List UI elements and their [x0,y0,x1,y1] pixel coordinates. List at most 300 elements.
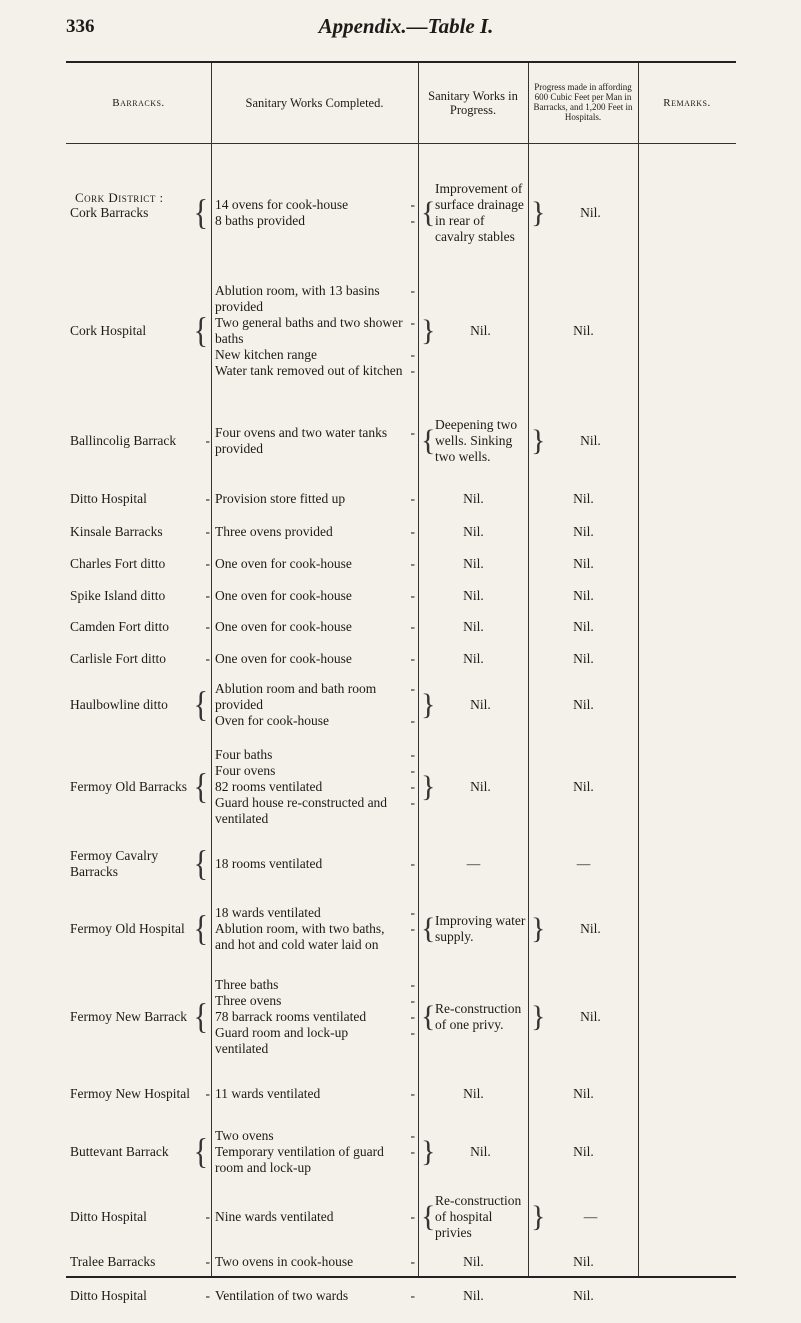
work-text: One oven for cook-house [215,651,352,666]
leader-dash: - [410,795,415,810]
in-progress-text: Re-construction of hospital privies [435,1193,522,1240]
table-row [66,487,736,511]
progress-text: Nil. [573,619,594,634]
leader-dash: - [410,588,415,603]
work-text: Two general baths and two shower baths [215,315,403,346]
table-row [66,615,736,639]
in-progress-cell [421,679,526,731]
table-row [66,1074,736,1114]
work-text: Nine wards ventilated [215,1209,334,1224]
progress-text: Nil. [573,697,594,712]
work-item [215,921,415,953]
brace-mark: { [193,843,208,884]
completed-cell [215,1250,415,1274]
remarks-cell [641,679,734,731]
brace-mark: { [421,196,436,229]
column-header-progress: Progress made in affording 600 Cubic Feet per Man in Barracks, and 1,200 Feet in Hospitals. [533,82,633,122]
in-progress-cell [421,897,526,961]
completed-cell [215,679,415,731]
in-progress-text: — [466,856,481,871]
work-item [215,1144,415,1176]
leader-dash: - [410,779,415,794]
in-progress-cell [421,174,526,252]
work-text: Water tank removed out of kitchen [215,363,403,378]
work-item [215,197,415,213]
brace-mark: { [193,908,208,949]
brace-mark: { [421,424,436,457]
leader-dash: - [410,1288,415,1303]
work-item [215,347,415,363]
work-text: Two ovens [215,1128,274,1143]
in-progress-text: Nil. [463,588,484,603]
table-row [66,584,736,608]
work-item [215,363,415,379]
work-item [215,1209,415,1225]
leader-dash: - [410,747,415,762]
in-progress-text: Nil. [463,619,484,634]
barracks-name: Fermoy Cavalry Barracks [70,848,159,879]
remarks-cell [641,739,734,835]
leader-dash: - [205,491,210,506]
work-text: 11 wards ventilated [215,1086,321,1101]
completed-cell [215,487,415,511]
leader-dash: - [410,283,415,298]
brace-mark: } [421,314,436,347]
in-progress-wrap [421,556,526,572]
works-list [215,556,415,572]
work-text: One oven for cook-house [215,619,352,634]
leader-dash: - [205,651,210,666]
leader-dash: - [410,363,415,378]
in-progress-text: Re-construction of one privy. [435,1001,522,1032]
progress-cell [531,1122,636,1182]
table [66,61,736,1303]
in-progress-cell [421,1074,526,1114]
progress-text: Nil. [573,651,594,666]
leader-dash: - [410,524,415,539]
in-progress-wrap [421,1137,526,1167]
barracks-cell [70,174,210,252]
table-row [66,272,736,390]
remarks-cell [641,1192,734,1242]
table-row [66,843,736,885]
work-text: 18 wards ventilated [215,905,321,920]
work-item [215,213,415,229]
in-progress-cell [421,1284,526,1308]
in-progress-wrap [421,1086,526,1102]
table-row [66,407,736,475]
in-progress-text: Nil. [463,556,484,571]
completed-cell [215,552,415,576]
progress-text: Nil. [573,323,594,338]
work-text: 78 barrack rooms ventilated [215,1009,367,1024]
works-list [215,856,415,872]
in-progress-cell [421,520,526,544]
work-text: Three ovens [215,993,282,1008]
works-list [215,619,415,635]
in-progress-wrap [421,690,526,720]
in-progress-cell [421,615,526,639]
progress-text: Nil. [573,491,594,506]
table-row [66,647,736,671]
work-text: Guard room and lock-up ventilated [215,1025,349,1056]
leader-dash: - [410,905,415,920]
progress-text: Nil. [573,779,594,794]
leader-dash: - [410,1254,415,1269]
in-progress-text: Nil. [463,1086,484,1101]
barracks-cell [70,584,210,608]
work-text: 18 rooms ventilated [215,856,323,871]
in-progress-text: Nil. [470,323,491,338]
brace-mark: } [531,196,546,229]
brace-mark: { [421,1200,436,1233]
completed-cell [215,407,415,475]
brace-mark: } [531,424,546,457]
completed-cell [215,1284,415,1308]
completed-cell [215,520,415,544]
column-header-completed: Sanitary Works Completed. [245,95,384,110]
completed-cell [215,843,415,885]
work-item [215,713,415,729]
table-row [66,969,736,1065]
in-progress-wrap [421,181,526,245]
remarks-cell [641,897,734,961]
work-item [215,524,415,540]
in-progress-cell [421,1192,526,1242]
work-item [215,779,415,795]
leader-dash: - [410,713,415,728]
work-text: Ablution room and bath room provided [215,681,377,712]
remarks-cell [641,1250,734,1274]
progress-cell [531,487,636,511]
in-progress-cell [421,1122,526,1182]
table-row [66,739,736,835]
barracks-name: Carlisle Fort ditto [70,651,166,666]
remarks-cell [641,272,734,390]
works-list [215,588,415,604]
work-text: One oven for cook-house [215,588,352,603]
work-item [215,1288,415,1304]
remarks-cell [641,407,734,475]
progress-text: Nil. [573,556,594,571]
completed-cell [215,739,415,835]
leader-dash: - [410,213,415,228]
work-item [215,856,415,872]
progress-cell [531,1284,636,1308]
in-progress-text: Improving water supply. [435,913,526,944]
work-text: Three baths [215,977,279,992]
work-text: 14 ovens for cook-house [215,197,349,212]
brace-mark: { [193,192,208,233]
progress-text: Nil. [580,205,601,220]
brace-mark: } [531,1000,546,1033]
in-progress-cell [421,272,526,390]
barracks-cell [70,272,210,390]
table-row [66,1192,736,1242]
progress-text: Nil. [573,1144,594,1159]
work-item [215,651,415,667]
works-list [215,681,415,729]
barracks-name: Buttevant Barrack [70,1144,169,1159]
work-text: Ablution room, with 13 basins provided [215,283,380,314]
leader-dash: - [410,1025,415,1040]
progress-cell [531,615,636,639]
work-text: One oven for cook-house [215,556,352,571]
works-list [215,491,415,507]
progress-text: Nil. [580,921,601,936]
in-progress-wrap [421,856,526,872]
works-list [215,283,415,379]
leader-dash: - [410,921,415,936]
remarks-cell [641,1074,734,1114]
barracks-cell [70,1074,210,1114]
table-row [66,552,736,576]
completed-cell [215,647,415,671]
work-item [215,425,415,457]
work-item [215,993,415,1009]
column-header-remarks: Remarks. [663,96,711,109]
completed-cell [215,615,415,639]
in-progress-wrap [421,1254,526,1270]
leader-dash: - [205,556,210,571]
works-list [215,747,415,827]
leader-dash: - [410,1209,415,1224]
barracks-cell [70,1122,210,1182]
brace-mark: } [531,1200,546,1233]
work-item [215,763,415,779]
leader-dash: - [410,1128,415,1143]
barracks-name: Spike Island ditto [70,588,166,603]
works-list [215,977,415,1057]
barracks-cell [70,407,210,475]
work-text: Three ovens provided [215,524,333,539]
remarks-cell [641,647,734,671]
brace-mark: } [421,688,436,721]
work-item [215,1025,415,1057]
progress-cell [531,272,636,390]
work-item [215,619,415,635]
barracks-name: Ditto Hospital [70,491,147,506]
barracks-name: Camden Fort ditto [70,619,169,634]
progress-text: Nil. [580,433,601,448]
progress-cell [531,1250,636,1274]
remarks-cell [641,552,734,576]
work-item [215,795,415,827]
barracks-cell [70,487,210,511]
in-progress-wrap [421,619,526,635]
brace-mark: } [421,770,436,803]
remarks-cell [641,615,734,639]
leader-dash: - [205,433,210,448]
completed-cell [215,1074,415,1114]
leader-dash: - [410,315,415,330]
in-progress-text: Nil. [463,1254,484,1269]
in-progress-cell [421,1250,526,1274]
header-divider [66,143,736,144]
progress-cell [531,897,636,961]
works-list [215,1209,415,1225]
barracks-cell [70,679,210,731]
work-text: Ablution room, with two baths, and hot and cold water laid on [215,921,385,952]
work-text: New kitchen range [215,347,317,362]
in-progress-wrap [421,651,526,667]
progress-text: Nil. [573,588,594,603]
progress-cell [531,520,636,544]
work-text: Four ovens and two water tanks provided [215,425,388,456]
barracks-cell [70,615,210,639]
brace-mark: { [193,1131,208,1172]
leader-dash: - [205,1086,210,1101]
progress-cell [531,969,636,1065]
remarks-cell [641,843,734,885]
barracks-cell [70,843,210,885]
progress-cell [531,679,636,731]
leader-dash: - [410,347,415,362]
barracks-name: Haulbowline ditto [70,697,168,712]
progress-cell [531,174,636,252]
progress-cell [531,647,636,671]
leader-dash: - [410,993,415,1008]
brace-mark: { [193,996,208,1037]
remarks-cell [641,174,734,252]
leader-dash: - [410,425,415,440]
remarks-cell [641,969,734,1065]
work-text: Ventilation of two wards [215,1288,349,1303]
works-list [215,197,415,229]
leader-dash: - [410,619,415,634]
completed-cell [215,969,415,1065]
brace-mark: { [421,1000,436,1033]
in-progress-cell [421,843,526,885]
brace-mark: { [193,766,208,807]
barracks-name: Charles Fort ditto [70,556,166,571]
barracks-cell [70,1192,210,1242]
work-text: 8 baths provided [215,213,305,228]
progress-cell [531,584,636,608]
completed-cell [215,174,415,252]
barracks-name: Fermoy Old Barracks [70,779,187,794]
table-row [66,897,736,961]
in-progress-wrap [421,524,526,540]
works-list [215,524,415,540]
page-number: 336 [66,16,95,37]
work-item [215,491,415,507]
work-item [215,905,415,921]
barracks-cell [70,647,210,671]
leader-dash: - [410,1009,415,1024]
remarks-cell [641,1284,734,1308]
barracks-name: Cork Barracks [70,205,149,220]
in-progress-text: Improvement of surface drainage in rear of cavalry stables [435,181,524,244]
barracks-name: Fermoy New Barrack [70,1009,187,1024]
work-item [215,1009,415,1025]
in-progress-cell [421,552,526,576]
in-progress-wrap [421,316,526,346]
completed-cell [215,584,415,608]
barracks-cell [70,1250,210,1274]
barracks-name: Ballincolig Barrack [70,433,177,448]
works-list [215,905,415,953]
completed-cell [215,897,415,961]
in-progress-text: Nil. [463,491,484,506]
works-list [215,425,415,457]
leader-dash: - [410,1144,415,1159]
progress-text: Nil. [573,1288,594,1303]
brace-mark: { [193,684,208,725]
leader-dash: - [205,1288,210,1303]
work-item [215,556,415,572]
barracks-name: Tralee Barracks [70,1254,156,1269]
progress-cell [531,1192,636,1242]
leader-dash: - [205,588,210,603]
leader-dash: - [410,681,415,696]
work-text: Two ovens in cook-house [215,1254,354,1269]
barracks-name: Ditto Hospital [70,1209,147,1224]
work-text: Four baths [215,747,273,762]
in-progress-text: Nil. [470,1144,491,1159]
remarks-cell [641,1122,734,1182]
table-row [66,174,736,252]
in-progress-text: Nil. [470,779,491,794]
remarks-cell [641,584,734,608]
in-progress-text: Nil. [463,651,484,666]
table-row [66,1250,736,1274]
works-list [215,651,415,667]
leader-dash: - [205,524,210,539]
leader-dash: - [410,556,415,571]
works-list [215,1254,415,1270]
progress-text: Nil. [573,1254,594,1269]
barracks-cell [70,1284,210,1308]
leader-dash: - [410,651,415,666]
work-text: Guard house re-constructed and ventilated [215,795,388,826]
progress-cell [531,552,636,576]
leader-dash: - [205,619,210,634]
table-row [66,1284,736,1308]
in-progress-cell [421,647,526,671]
page-header [66,14,746,44]
progress-text: Nil. [573,1086,594,1101]
completed-cell [215,1192,415,1242]
in-progress-text: Nil. [470,697,491,712]
work-text: Oven for cook-house [215,713,329,728]
barracks-name: Ditto Hospital [70,1288,147,1303]
leader-dash: - [410,977,415,992]
work-item [215,747,415,763]
work-item [215,1086,415,1102]
barracks-cell [70,969,210,1065]
completed-cell [215,1122,415,1182]
work-item [215,1254,415,1270]
work-item [215,977,415,993]
progress-cell [531,407,636,475]
work-item [215,681,415,713]
progress-cell [531,843,636,885]
barracks-name: Cork Hospital [70,323,147,338]
leader-dash: - [410,763,415,778]
in-progress-wrap [421,588,526,604]
leader-dash: - [410,197,415,212]
progress-cell [531,1074,636,1114]
leader-dash: - [205,1209,210,1224]
progress-cell [531,739,636,835]
progress-text: Nil. [573,524,594,539]
progress-text: — [583,1209,598,1224]
running-title: Appendix.—Table I. [318,14,494,38]
leader-dash: - [410,856,415,871]
barracks-cell [70,552,210,576]
works-list [215,1086,415,1102]
